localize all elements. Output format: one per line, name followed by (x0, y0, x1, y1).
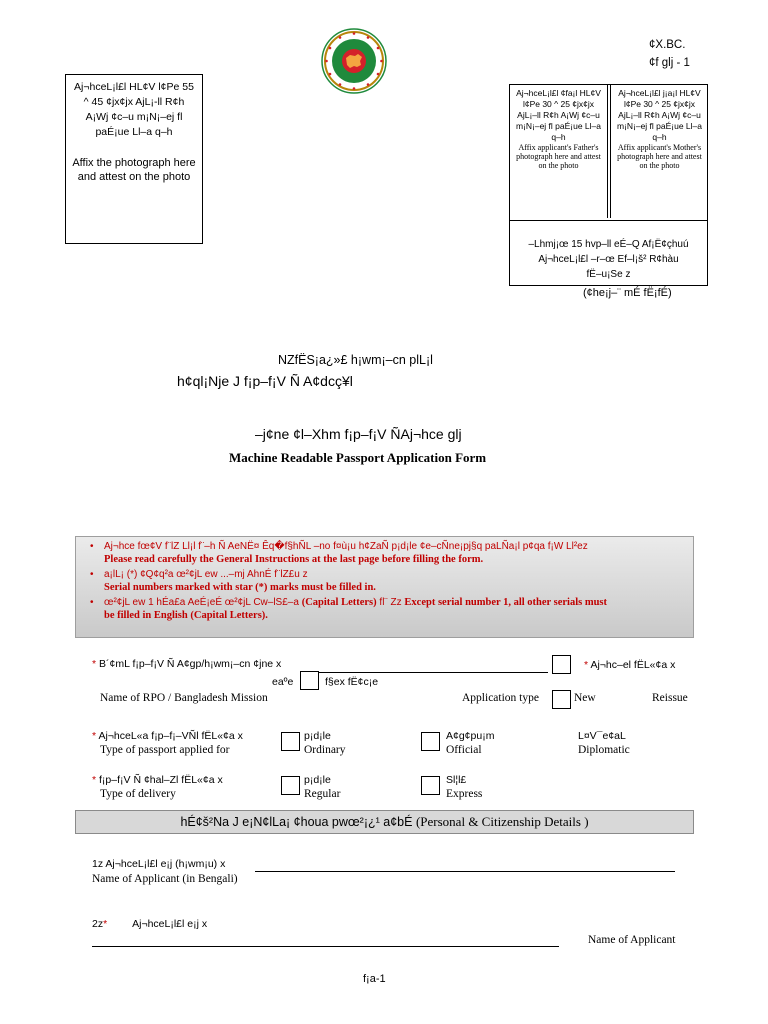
photo-instruction-english: Affix the photograph here and attest on the photo (72, 157, 196, 183)
department-title: h¢ql¡Nje J f¡p–f¡V Ñ A¢dcç¥l (177, 373, 353, 389)
official-label-english: Official (446, 744, 482, 756)
page-number: f¡a-1 (363, 973, 386, 985)
express-label-english: Express (446, 788, 483, 800)
delivery-type-label-bengali (92, 774, 223, 786)
form-code-line1: ¢X.BC. (649, 39, 686, 51)
passport-type-label-english: Type of passport applied for (100, 744, 230, 756)
instruction-3-english-b: be filled in English (Capital Letters). (104, 610, 268, 621)
official-label-bengali: A¢g¢pu¡m (446, 730, 495, 742)
under-15-note (510, 220, 707, 285)
instruction-1-english: Please read carefully the General Instructions at the last page before filling the form. (104, 554, 484, 565)
free-of-cost-note: (¢he¡j–¨ mÉ fË¡fÉ) (583, 287, 672, 299)
applicant-photo-box[interactable] (65, 74, 203, 244)
official-checkbox[interactable] (421, 732, 440, 751)
q2-label (92, 918, 207, 930)
instruction-3-english-a: Except serial number 1, all other serials must (404, 597, 608, 608)
new-label-english: New (574, 692, 596, 704)
application-type-checkbox[interactable] (552, 690, 571, 709)
instruction-2-english: Serial numbers marked with star (*) marks must be filled in. (104, 582, 376, 593)
passport-type-bengali-text: Aj¬hceL«a f¡p–f¡–VÑl fËL«¢a x (98, 730, 243, 742)
passport-type-label-bengali (92, 730, 243, 742)
q2-bengali-text: Aj¬hceL¡l£l e¡j x (132, 918, 208, 930)
section-title-english: (Personal & Citizenship Details ) (415, 814, 589, 829)
under-15-line3: fË–u¡Se z (586, 269, 631, 280)
express-checkbox[interactable] (421, 776, 440, 795)
instruction-2-bengali: • a¡lL¡ (*) ¢Q¢q²a œ²¢jL ew ...–mj AhnÉ f¨lZ£u z (104, 569, 308, 580)
reissue-label-bengali: f§ex fË¢c¡e (325, 676, 379, 688)
q2-name-input-line[interactable] (92, 946, 559, 947)
application-type-label-english: Application type (462, 692, 539, 704)
parent-photo-boxes (509, 84, 708, 286)
express-label-bengali: Sl¦l£ (446, 774, 467, 786)
government-title: NZfËS¡a¿»£ h¡wm¡–cn plL¡l (278, 353, 433, 367)
required-star: * (92, 730, 97, 742)
father-photo-box[interactable] (510, 85, 608, 218)
section-title-bengali: hÉ¢š²Na J e¡N¢lLa¡ ¢houa pwœ²¡¿¹ a¢bÉ (180, 815, 413, 829)
form-code (649, 36, 690, 72)
new-checkbox[interactable] (300, 671, 319, 690)
ordinary-label-bengali: p¡d¡le (304, 730, 331, 742)
q2-number: 2z (92, 918, 104, 930)
required-star: * (584, 659, 589, 671)
instruction-3-capital-letters: (Capital Letters) (301, 597, 377, 608)
father-photo-english: Affix applicant's Father's photograph here and attest on the photo (516, 143, 601, 170)
form-code-line2: ¢f glj - 1 (649, 57, 690, 69)
diplomatic-label-bengali: L¤V¯e¢aL (578, 730, 626, 742)
form-title-bengali: –j¢ne ¢l–Xhm f¡p–f¡V ÑAj¬hce glj (255, 426, 462, 442)
rpo-label-english: Name of RPO / Bangladesh Mission (100, 692, 268, 704)
instruction-item-1 (90, 540, 685, 566)
mother-photo-box[interactable] (610, 85, 708, 218)
mother-photo-english: Affix applicant's Mother's photograph here and attest on the photo (617, 143, 702, 170)
rpo-label-bengali (92, 658, 281, 670)
required-star: * (103, 918, 108, 930)
new-label-bengali: eaºe (272, 676, 294, 688)
rpo-input-line[interactable] (312, 672, 548, 673)
instruction-3-bengali: œ²¢jL ew 1 hÉa£a AeÉ¡eÉ œ²¢jL Cw–lS£–a (104, 597, 299, 608)
regular-label-bengali: p¡d¡le (304, 774, 331, 786)
q1-label-bengali: 1z Aj¬hceL¡l£l e¡j (h¡wm¡u) x (92, 858, 226, 870)
application-type-checkbox-top[interactable] (552, 655, 571, 674)
ordinary-checkbox[interactable] (281, 732, 300, 751)
delivery-type-bengali-text: f¡p–f¡V Ñ ¢hal–Zl fËL«¢a x (99, 774, 223, 786)
application-type-label-bengali (584, 659, 675, 671)
instruction-item-3 (90, 596, 685, 622)
required-star: * (92, 774, 97, 786)
diplomatic-label-english: Diplomatic (578, 744, 630, 756)
q2-label-english: Name of Applicant (588, 934, 676, 946)
q1-label-english: Name of Applicant (in Bengali) (92, 873, 238, 885)
father-photo-bengali: Aj¬hceL¡l£l ¢fa¡l HL¢V l¢Pe 30 ^ 25 ¢jx¢jx AjL¡–ll R¢h A¡Wj ¢c–u m¡N¡–ej fl paÉ¡ue Ll–a q–h (515, 88, 602, 142)
instruction-1-bengali: • Aj¬hce fœ¢V f¨lZ Ll¡l f¨–h Ñ AeNË¤ Êq�f§hÑL –no f¤ù¡u h¢ZaÑ p¡d¡le ¢e–cÑne¡pj§q paLÑa¡l p¢qa f¡W Ll²ez (104, 541, 588, 552)
form-title-english: Machine Readable Passport Application Form (229, 450, 487, 465)
government-seal-emblem (321, 28, 387, 94)
instruction-3-bengali-b: fl¨ Zz (379, 597, 402, 608)
personal-details-section-header (75, 810, 694, 834)
regular-label-english: Regular (304, 788, 341, 800)
rpo-bengali-text: B´¢mL f¡p–f¡V Ñ A¢gp/h¡wm¡–cn ¢jne x (99, 658, 282, 670)
under-15-line2: Aj¬hceL¡l£l –r–œ Ef–l¡š² R¢hàu (538, 254, 679, 265)
regular-checkbox[interactable] (281, 776, 300, 795)
application-type-bengali-text: Aj¬hc–el fËL«¢a x (590, 659, 676, 671)
photo-instruction-bengali: Aj¬hceL¡l£l HL¢V l¢Pe 55 ^ 45 ¢jx¢jx AjL¡-ll R¢h A¡Wj ¢c–u m¡N¡–ej fl paÉ¡ue Ll–a q–h (74, 81, 194, 138)
required-star: * (92, 658, 97, 670)
ordinary-label-english: Ordinary (304, 744, 346, 756)
reissue-label-english: Reissue (652, 692, 688, 704)
instruction-item-2 (90, 568, 685, 594)
under-15-line1: –Lhmj¡œ 15 hvp–ll eÉ–Q Af¡Ë¢çhuú (528, 239, 689, 250)
delivery-type-label-english: Type of delivery (100, 788, 176, 800)
q1-name-bengali-input-line[interactable] (255, 871, 675, 872)
mother-photo-bengali: Aj¬hceL¡l£l j¡a¡l HL¢V l¢Pe 30 ^ 25 ¢jx¢jx AjL¡–ll R¢h A¡Wj ¢c–u m¡N¡–ej fl paÉ¡ue Ll–a q–h (616, 88, 703, 142)
instructions-box (75, 536, 694, 638)
